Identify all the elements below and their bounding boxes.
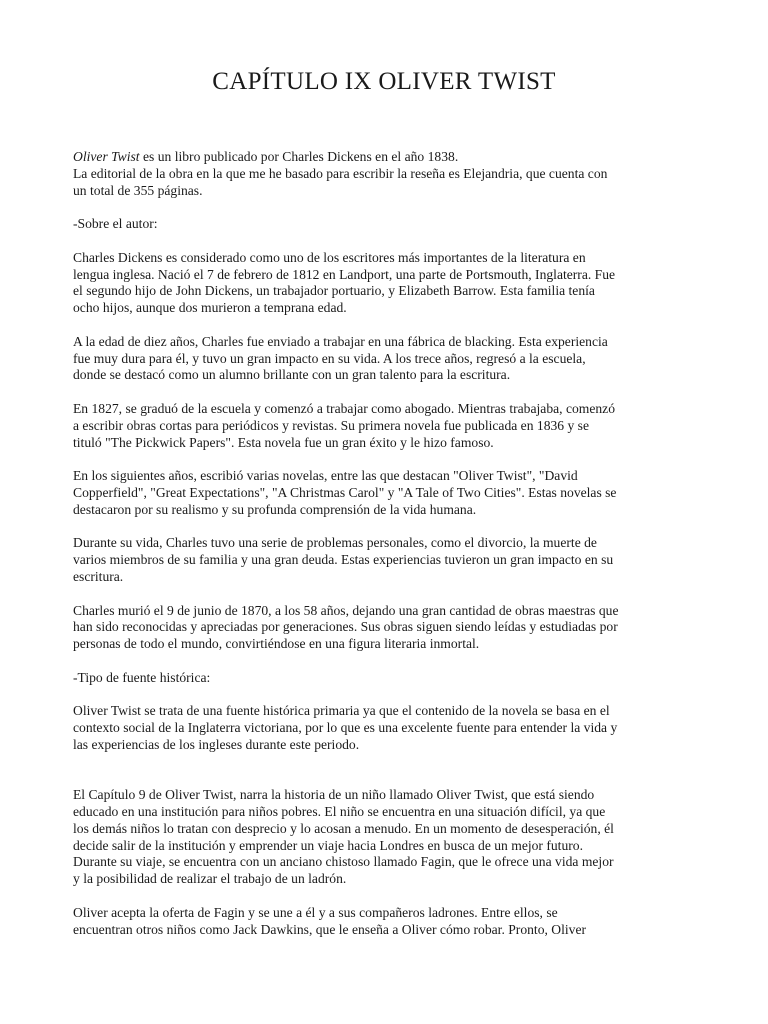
text-line: el segundo hijo de John Dickens, un trabajador portuario, y Elizabeth Barrow. Esta familia tenía [73,283,595,299]
author-paragraph-6 [73,603,698,653]
author-paragraph-4 [73,468,698,518]
book-title-italic: Oliver Twist [73,149,140,164]
document-body [73,149,698,955]
text-line: varios miembros de su familia y una gran deuda. Estas experiencias tuvieron un gran impacto en su [73,552,614,568]
author-paragraph-2 [73,334,698,384]
section-heading-source [73,670,698,687]
text-line: Copperfield", "Great Expectations", "A Christmas Carol" y "A Tale of Two Cities". Estas novelas se [73,484,617,500]
section-heading-text: -Sobre el autor: [73,216,158,232]
intro-line-rest: es un libro publicado por Charles Dickens en el año 1838. [139,149,459,164]
text-line: y la posibilidad de realizar el trabajo de un ladrón. [73,871,347,887]
intro-line: La editorial de la obra en la que me he basado para escribir la reseña es Elejandria, que cuenta con [73,165,608,181]
text-line: encuentran otros niños como Jack Dawkins, que le enseña a Oliver cómo robar. Pronto, Oliver [73,921,587,937]
text-line: En 1827, se graduó de la escuela y comenzó a trabajar como abogado. Mientras trabajaba, comenzó [73,400,616,416]
text-line: tituló "The Pickwick Papers". Esta novela fue un gran éxito y le hizo famoso. [73,434,494,450]
text-line: lengua inglesa. Nació el 7 de febrero de 1812 en Landport, una parte de Portsmouth, Inglaterra. Fue [73,266,616,282]
text-line: los demás niños lo tratan con desprecio y lo acosan a menudo. En un momento de desesperación, él [73,820,614,836]
chapter-paragraph-2 [73,905,698,939]
text-line: ocho hijos, aunque dos murieron a temprana edad. [73,300,347,316]
text-line: las experiencias de los ingleses durante este periodo. [73,736,360,752]
text-line: Charles Dickens es considerado como uno de los escritores más importantes de la literatura en [73,249,586,265]
text-line: contexto social de la Inglaterra victoriana, por lo que es una excelente fuente para entender la vida y [73,720,618,736]
section-heading-author [73,216,698,233]
text-line: Durante su vida, Charles tuvo una serie de problemas personales, como el divorcio, la muerte de [73,535,597,551]
text-line: A la edad de diez años, Charles fue enviado a trabajar en una fábrica de blacking. Esta experiencia [73,333,608,349]
text-line: donde se destacó como un alumno brillante con un gran talento para la escritura. [73,367,511,383]
text-line: educado en una institución para niños pobres. El niño se encuentra en una situación difícil, ya que [73,804,606,820]
text-line: Durante su viaje, se encuentra con un anciano chistoso llamado Fagin, que le ofrece una vida mejor [73,854,614,870]
text-line: destacaron por su realismo y su profunda comprensión de la vida humana. [73,501,477,517]
text-line: han sido reconocidas y apreciadas por generaciones. Sus obras siguen siendo leídas y estudiadas por [73,619,618,635]
intro-line [73,149,698,166]
intro-paragraph [73,149,698,199]
text-line: Oliver Twist se trata de una fuente histórica primaria ya que el contenido de la novela se basa en el [73,703,610,719]
intro-line: un total de 355 páginas. [73,182,203,198]
text-line: escritura. [73,568,124,584]
chapter-paragraph-1 [73,787,698,888]
text-line: Charles murió el 9 de junio de 1870, a los 58 años, dejando una gran cantidad de obras maestras que [73,602,619,618]
section-heading-text: -Tipo de fuente histórica: [73,669,211,685]
text-line: fue muy dura para él, y tuvo un gran impacto en su vida. A los trece años, regresó a la escuela, [73,350,586,366]
page-title: CAPÍTULO IX OLIVER TWIST [212,68,556,95]
text-line: decide salir de la institución y emprender un viaje hacia Londres en busca de un mejor futuro. [73,837,583,853]
text-line: En los siguientes años, escribió varias novelas, entre las que destacan "Oliver Twist", "David [73,468,578,484]
text-line: El Capítulo 9 de Oliver Twist, narra la historia de un niño llamado Oliver Twist, que está siendo [73,787,595,803]
source-paragraph [73,703,698,753]
author-paragraph-1 [73,250,698,317]
text-line: a escribir obras cortas para periódicos y revistas. Su primera novela fue publicada en 1836 y se [73,417,590,433]
text-line: Oliver acepta la oferta de Fagin y se une a él y a sus compañeros ladrones. Entre ellos, se [73,904,558,920]
author-paragraph-3 [73,401,698,451]
author-paragraph-5 [73,535,698,585]
text-line: personas de todo el mundo, convirtiéndose en una figura literaria inmortal. [73,636,480,652]
